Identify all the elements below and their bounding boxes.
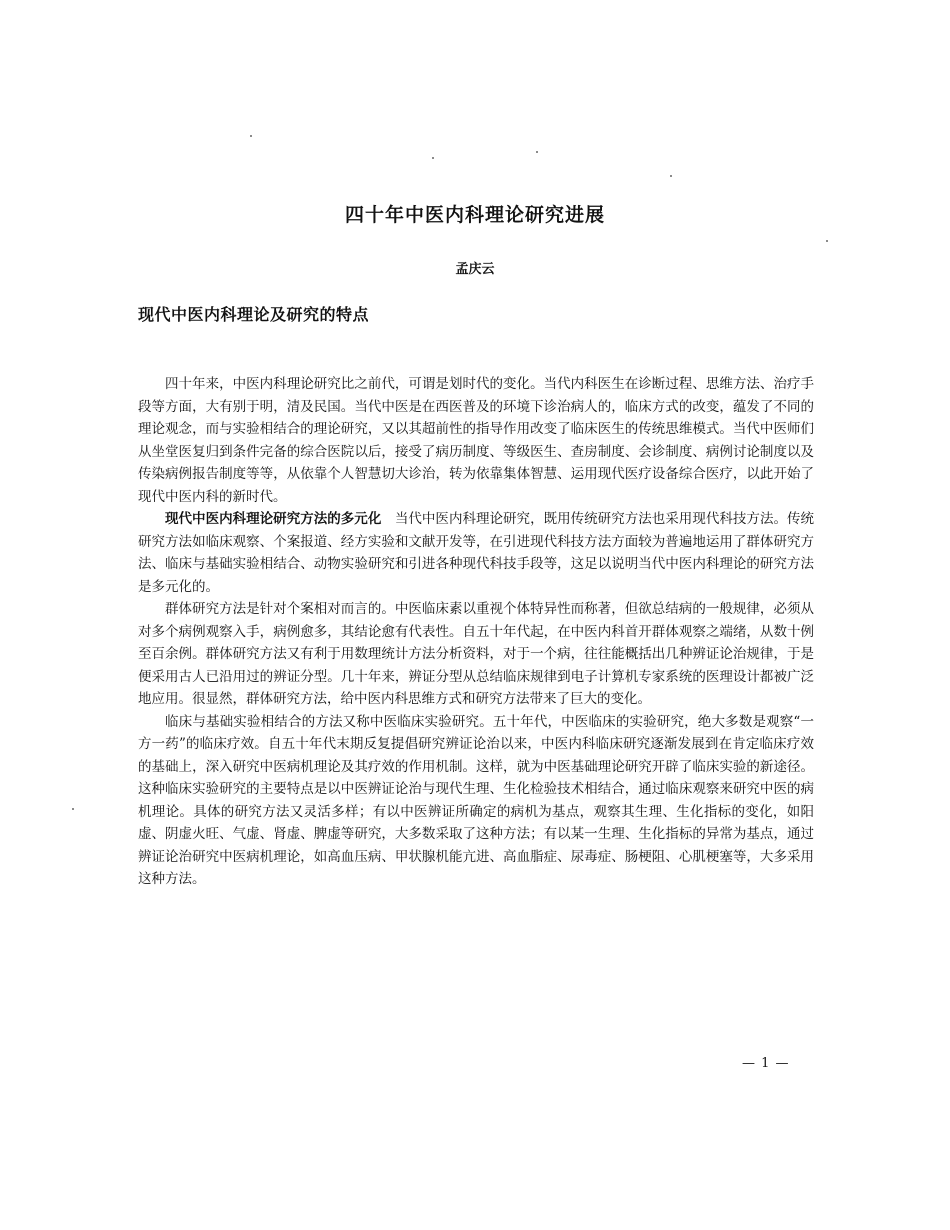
scan-speck bbox=[536, 151, 538, 153]
scan-speck bbox=[250, 135, 252, 137]
page-number: — 1 — bbox=[742, 1056, 790, 1071]
paragraph-2-text: 当代中医内科理论研究，既用传统研究方法也采用现代科技方法。传统研究方法如临床观察、个案报道、经方实验和文献开发等，在引进现代科技方法方面较为普遍地运用了群体研究方法、临床与基础实验相结合、动物实验研究和引进各种现代科技手段等，这足以说明当代中医内科理论的研究方法是多元化的。 bbox=[138, 511, 815, 595]
paragraph-1-text: 四十年来，中医内科理论研究比之前代，可谓是划时代的变化。当代内科医生在诊断过程、思维方法、治疗手段等方面，大有别于明，清及民国。当代中医是在西医普及的环境下诊治病人的，临床方式的改变，蕴发了不同的理论观念，而与实验相结合的理论研究，又以其超前性的指导作用改变了临床医生的传统思维模式。当代中医师们从坐堂医复归到条件完备的综合医院以后，接受了病历制度、等级医生、查房制度、会诊制度、病例讨论制度以及传染病例报告制度等等，从依靠个人智慧切大诊治，转为依靠集体智慧、运用现代医疗设备综合医疗，以此开始了现代中医内科的新时代。 bbox=[138, 376, 814, 505]
scan-speck bbox=[826, 240, 828, 242]
body-text bbox=[138, 373, 814, 891]
section-heading: 现代中医内科理论及研究的特点 bbox=[138, 305, 370, 324]
paragraph-2 bbox=[138, 508, 814, 598]
paragraph-3 bbox=[138, 598, 814, 711]
paragraph-4-text: 临床与基础实验相结合的方法又称中医临床实验研究。五十年代，中医临床的实验研究，绝大多数是观察“一方一药”的临床疗效。自五十年代末期反复提倡研究辨证论治以来，中医内科临床研究逐渐发展到在肯定临床疗效的基础上，深入研究中医病机理论及其疗效的作用机制。这样，就为中医基础理论研究开辟了临床实验的新途径。这种临床实验研究的主要特点是以中医辨证论治与现代生理、生化检验技术相结合，通过临床观察来研究中医的病机理论。具体的研究方法又灵活多样；有以中医辨证所确定的病机为基点，观察其生理、生化指标的变化，如阳虚、阴虚火旺、气虚、肾虚、脾虚等研究，大多数采取了这种方法；有以某一生理、生化指标的异常为基点，通过辨证论治研究中医病机理论，如高血压病、甲状腺机能亢进、高血脂症、尿毒症、肠梗阻、心肌梗塞等，大多采用这种方法。 bbox=[138, 713, 814, 887]
document-title: 四十年中医内科理论研究进展 bbox=[344, 204, 605, 226]
scan-speck bbox=[72, 808, 74, 810]
paragraph-2-lead: 现代中医内科理论研究方法的多元化 bbox=[165, 511, 382, 527]
paragraph-1 bbox=[138, 373, 814, 508]
author-name: 孟庆云 bbox=[455, 262, 495, 277]
scan-speck bbox=[432, 157, 434, 159]
paragraph-4 bbox=[138, 711, 814, 891]
scan-speck bbox=[670, 175, 672, 177]
paragraph-3-text: 群体研究方法是针对个案相对而言的。中医临床素以重视个体特异性而称著，但欲总结病的一般规律，必须从对多个病例观察入手，病例愈多，其结论愈有代表性。自五十年代起，在中医内科首开群体观察之端绪，从数十例至百余例。群体研究方法又有利于用数理统计方法分析资料，对于一个病，往往能概括出几种辨证论治规律，于是便采用古人已沿用过的辨证分型。几十年来，辨证分型从总结临床规律到电子计算机专家系统的医理设计都被广泛地应用。很显然，群体研究方法，给中医内科思维方式和研究方法带来了巨大的变化。 bbox=[138, 601, 814, 707]
